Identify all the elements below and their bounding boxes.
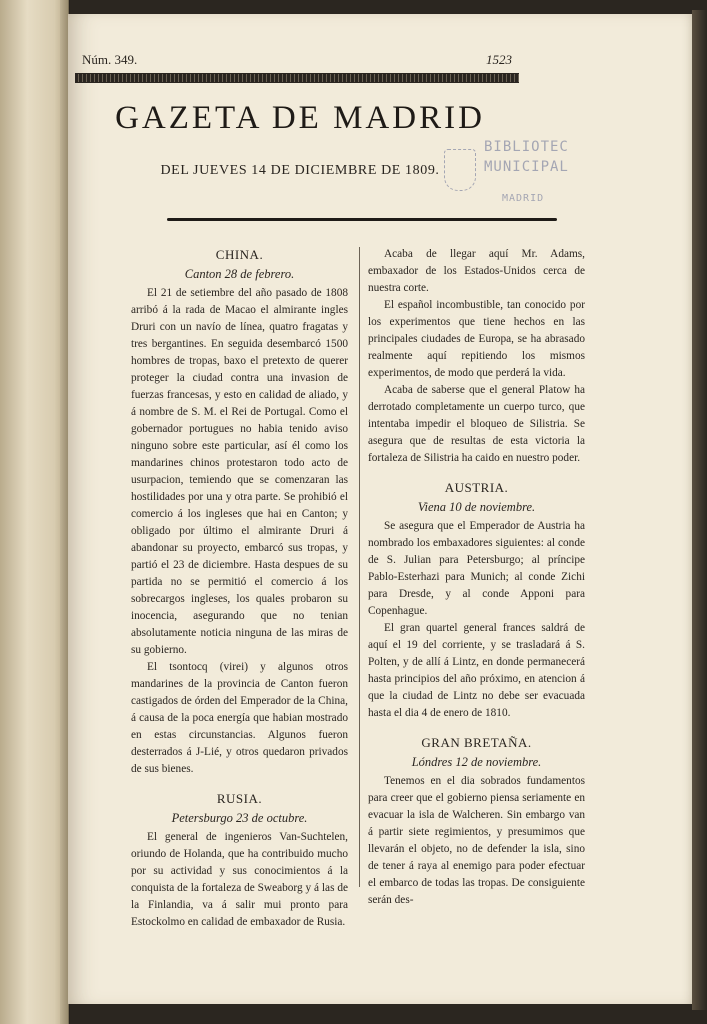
section-heading-austria: AUSTRIA. — [444, 480, 509, 495]
column-divider — [359, 247, 360, 887]
header-ornamental-rule — [75, 73, 519, 83]
page-edge — [692, 10, 707, 1010]
right-column — [368, 246, 585, 909]
stamp-line-2: MUNICIPAL — [484, 159, 569, 175]
section-heading-china: CHINA. — [215, 247, 264, 262]
stamp-line-3: MADRID — [502, 193, 545, 204]
section-heading-gran-bretana: GRAN BRETAÑA. — [421, 735, 532, 750]
article-paragraph: Acaba de llegar aquí Mr. Adams, embaxador de los Estados-Unidos cerca de nuestra corte. — [368, 248, 585, 294]
article-paragraph: Tenemos en el dia sobrados fundamentos para creer que el gobierno piensa seriamente en evacuar la isla de Walcheren. Sin embargo van á partir siete regimientos, y presumimos que llevarán el objeto, no de defender la isla, sino de tener á raya al enemigo para poder efectuar el embarco de todas las tropas. De consiguiente serán des- — [368, 775, 585, 906]
dateline-petersburgo: Petersburgo 23 de octubre. — [171, 811, 308, 825]
article-paragraph: El 21 de setiembre del año pasado de 1808 arribó á la rada de Macao el almirante ingles Druri con un navío de línea, quatro fragatas y tres bergantines. En seguida desembarcó 1500 hombres de tropas, baxo el pretexto de querer proteger la ciudad contra una invasion de fuerzas francesas, y esto en calidad de aliado, y á nombre de S. M. el Rei de Portugal. Como el gobernador portugues no habia tenido aviso ninguno sobre este particular, así él como los mandarines chinos protestaron todo acto de usurpacion, temiendo que se comenzaran las hostilidades por una y otra parte. Se prohibió el comercio á los ingleses que hai en Canton; y obligado por último el almirante Druri á abandonar su proyecto, embarcó sus tropas, y partió el 23 de diciembre. Hasta despues de su partida no se permitió el comercio á los sobrecargos ingleses, los quales probaron su inocencia, asegurando que no tenian absolutamente noticia ninguna de las miras de su gobierno. — [131, 287, 348, 656]
section-heading-rusia: RUSIA. — [216, 791, 263, 806]
dateline-viena: Viena 10 de noviembre. — [417, 500, 536, 514]
article-paragraph: El español incombustible, tan conocido por los experimentos que tiene hechos en las principales ciudades de Europa, se ha abrasado realmente aquí repitiendo los mismos experimentos, de modo que perderá la vida. — [368, 299, 585, 379]
issue-number: Núm. 349. — [82, 52, 138, 67]
page-number: 1523 — [486, 52, 512, 67]
book-spine — [0, 0, 69, 1024]
title-divider-rule — [167, 218, 557, 221]
issue-date: DEL JUEVES 14 DE DICIEMBRE DE 1809. — [160, 163, 440, 178]
stamp-line-1: BIBLIOTEC — [484, 139, 569, 155]
library-stamp — [444, 135, 584, 205]
article-paragraph: Acaba de saberse que el general Platow ha derrotado completamente un cuerpo turco, que intentaba impedir el bloqueo de Silistria. Se asegura que de resultas de esta victoria la fortaleza de Silistria ha caido en nuestro poder. — [368, 384, 585, 464]
article-paragraph: El general de ingenieros Van-Suchtelen, oriundo de Holanda, que ha contribuido mucho por su actividad y sus conocimientos á la conquista de la fortaleza de Sweaborg y á las de la Finlandia, va á salir mui pronto para Estockolmo en calidad de embaxador de Rusia. — [131, 831, 348, 928]
newspaper-title: GAZETA DE MADRID — [115, 100, 485, 136]
dateline-londres: Lóndres 12 de noviembre. — [411, 755, 542, 769]
stamp-seal-icon — [444, 149, 476, 191]
left-column — [131, 246, 348, 931]
article-paragraph: El tsontocq (virei) y algunos otros mandarines de la provincia de Canton fueron castigados de órden del Emperador de la China, á causa de la poca energía que habian mostrado en estas circunstancias. Algunos fueron desterrados á J-Lié, y otros quedaron privados de sus bienes. — [131, 661, 348, 775]
article-paragraph: El gran quartel general frances saldrá de aquí el 19 del corriente, y se trasladará á S. Polten, y de allí á Lintz, en donde permanecerá hasta principios del año próximo, en atencion á que la ciudad de Lintz no debe ser evacuada hasta el dia 4 de enero de 1810. — [368, 622, 585, 719]
article-paragraph: Se asegura que el Emperador de Austria ha nombrado los embaxadores siguientes: al conde de S. Julian para Petersburgo; al príncipe Pablo-Esterhazi para Munich; al conde Zichi para Dresde, y al conde Apponi para Copenhague. — [368, 520, 585, 617]
dateline-canton: Canton 28 de febrero. — [184, 267, 295, 281]
